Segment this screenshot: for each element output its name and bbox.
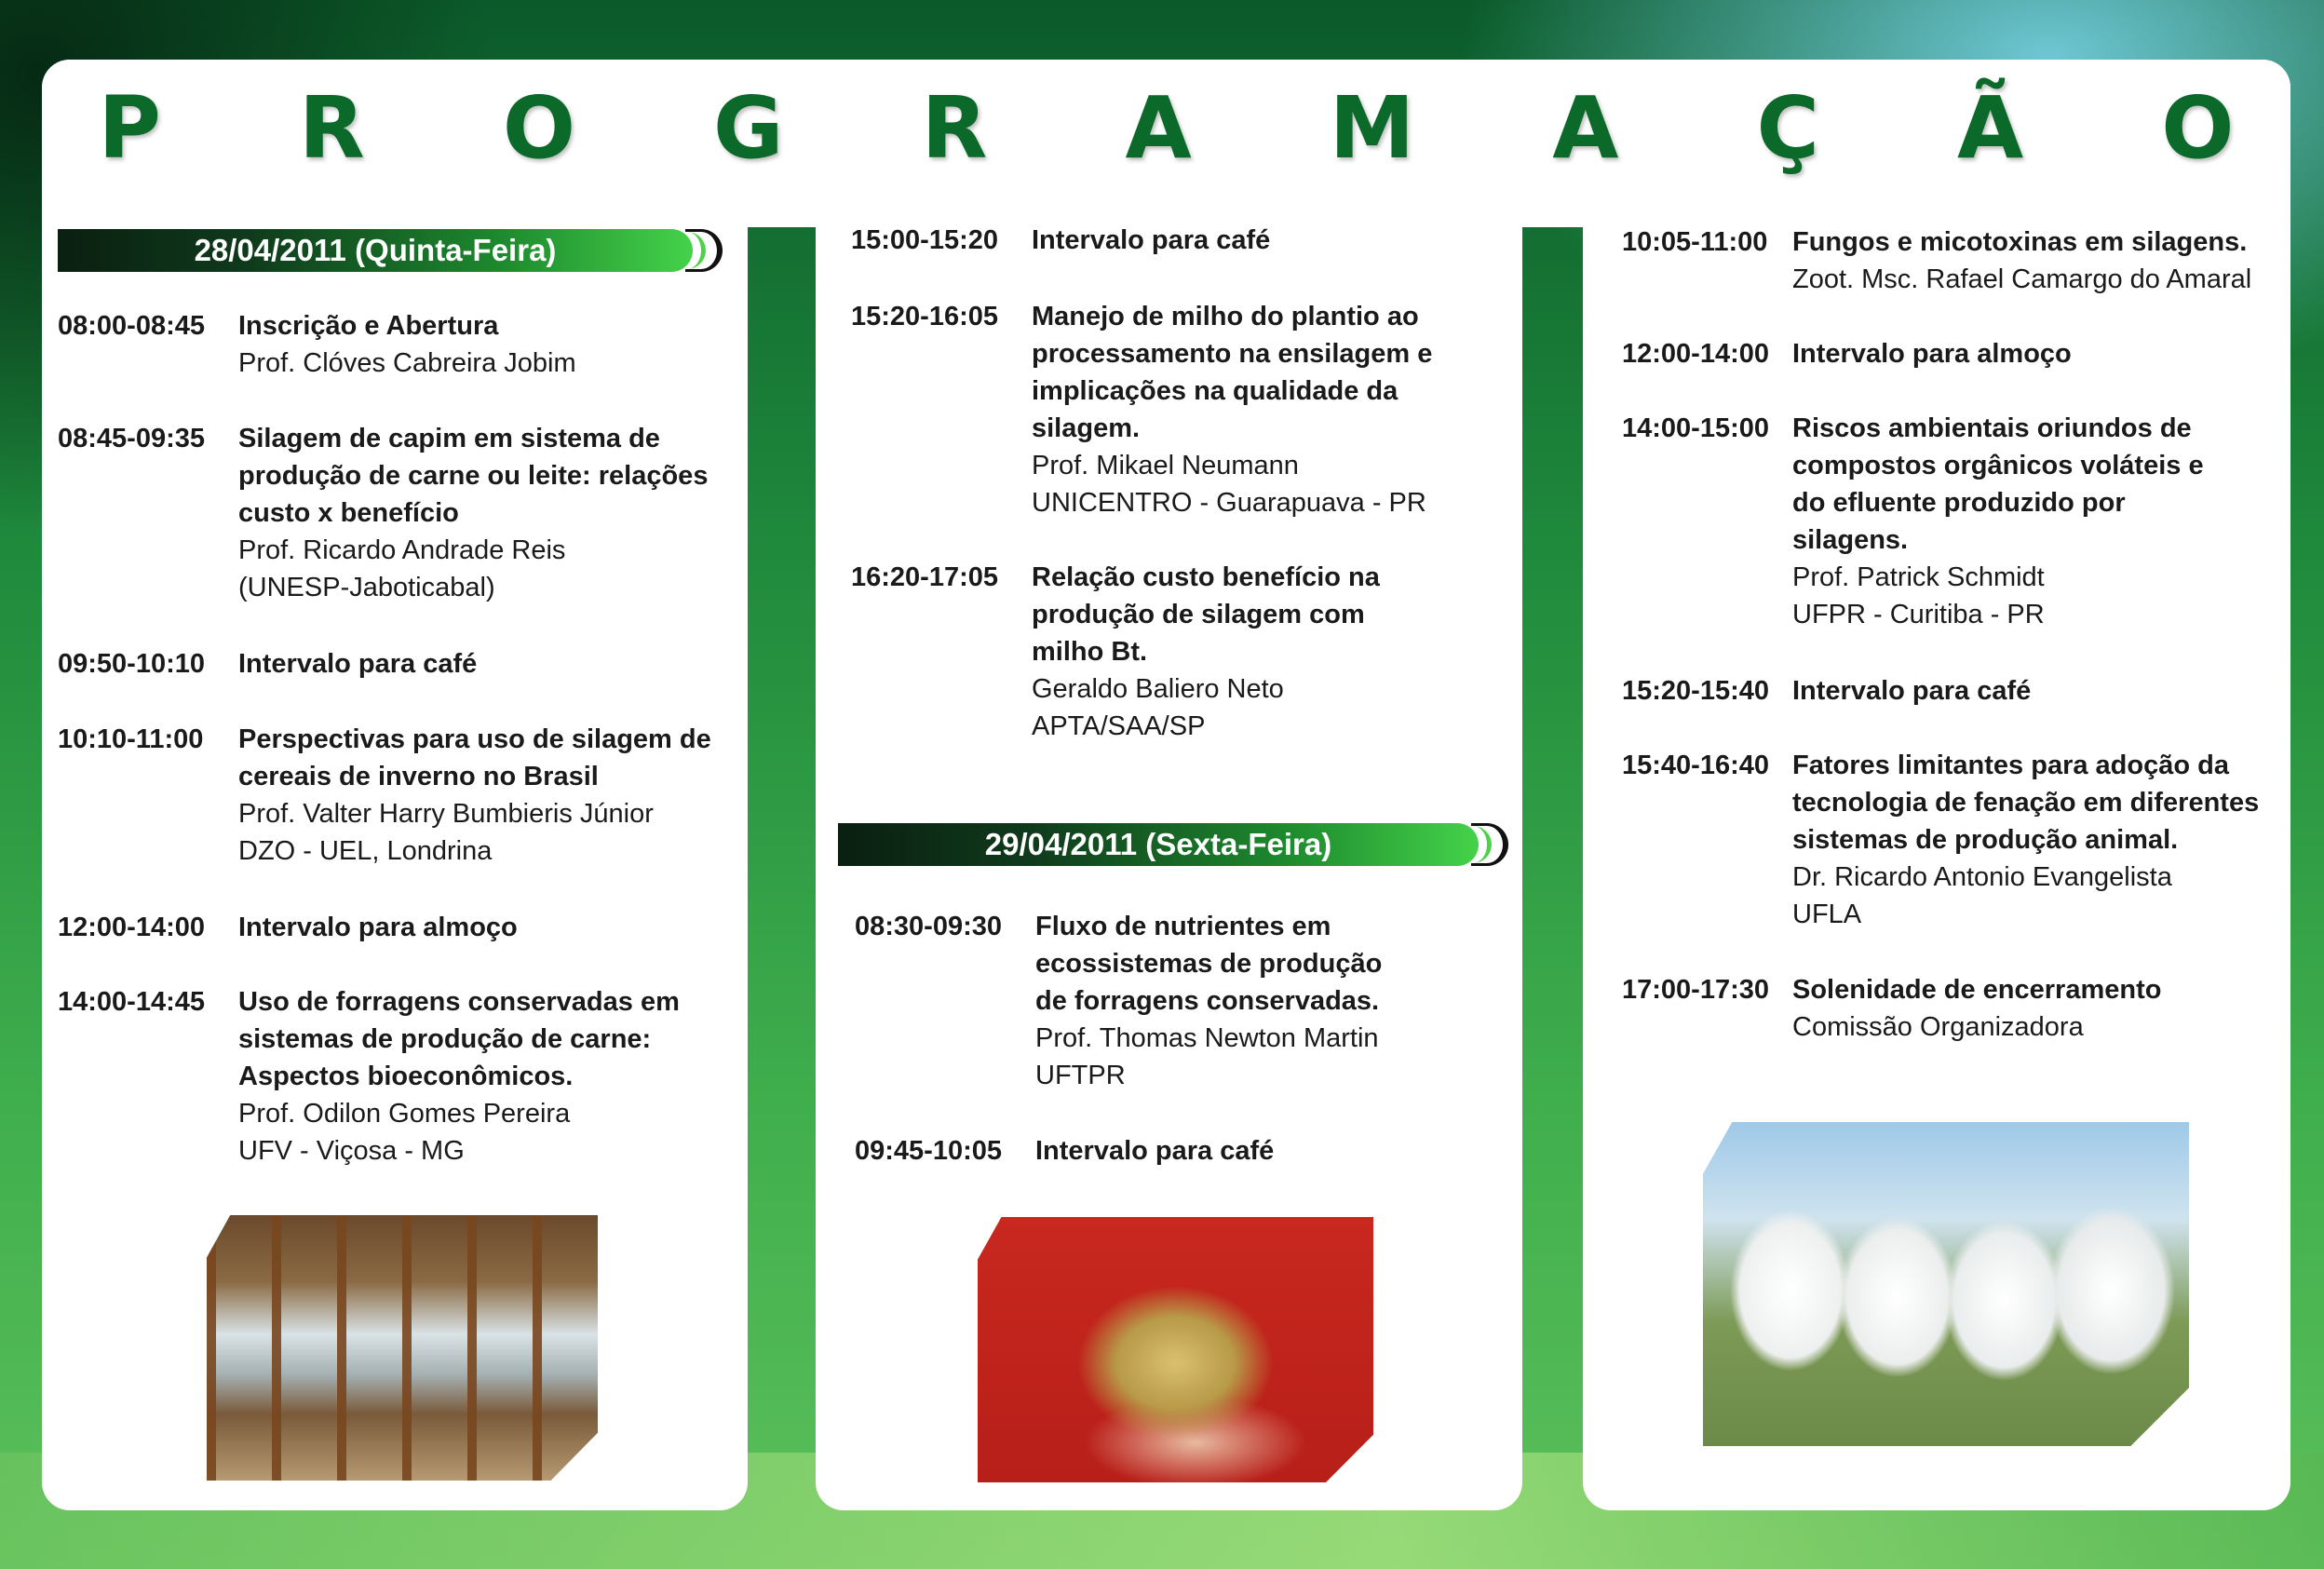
- item-time: 10:10-11:00: [58, 724, 204, 754]
- hay-bales-photo: [1696, 1116, 2196, 1453]
- item-time: 09:50-10:10: [58, 649, 205, 679]
- item-title: Fungos e micotoxinas em silagens.: [1792, 227, 2248, 257]
- item-title: Fatores limitantes para adoção da tecnologia de fenação em diferentes sistemas de produção animal.: [1792, 751, 2260, 855]
- item-title: Intervalo para café: [238, 649, 478, 679]
- item-speaker: Geraldo Baliero Neto APTA/SAA/SP: [1032, 674, 1284, 741]
- day1-label: 28/04/2011 (Quinta-Feira): [194, 233, 557, 267]
- item-title: Uso de forragens conservadas em sistemas de produção de carne: Aspectos bioeconômicos.: [238, 987, 680, 1091]
- item-time: 12:00-14:00: [58, 913, 205, 942]
- item-title: Fluxo de nutrientes em ecossistemas de produção de forragens conservadas.: [1035, 912, 1383, 1016]
- item-speaker: Prof. Odilon Gomes Pereira UFV - Viçosa - MG: [238, 1099, 571, 1166]
- silage-hands-photo: [971, 1211, 1380, 1489]
- item-title: Solenidade de encerramento: [1792, 975, 2162, 1005]
- day2-header: [838, 823, 1479, 866]
- item-title: Relação custo benefício na produção de silagem com milho Bt.: [1032, 562, 1380, 667]
- item-time: 14:00-14:45: [58, 987, 205, 1017]
- item-title: Intervalo para café: [1035, 1136, 1275, 1166]
- barn-cattle-photo: [200, 1209, 604, 1487]
- day2-label: 29/04/2011 (Sexta-Feira): [984, 827, 1332, 861]
- item-speaker: Prof. Thomas Newton Martin UFTPR: [1035, 1023, 1379, 1090]
- item-title: Silagem de capim em sistema de produção de carne ou leite: relações custo x benefício: [238, 424, 709, 528]
- item-time: 15:20-16:05: [851, 302, 998, 331]
- item-title: Intervalo para café: [1032, 225, 1271, 255]
- item-speaker: Dr. Ricardo Antonio Evangelista UFLA: [1792, 862, 2172, 929]
- day1-header: [58, 229, 693, 272]
- item-time: 17:00-17:30: [1622, 975, 1769, 1005]
- item-speaker: Prof. Clóves Cabreira Jobim: [238, 348, 576, 378]
- item-title: Inscrição e Abertura: [238, 311, 499, 341]
- item-time: 08:45-09:35: [58, 424, 205, 453]
- item-time: 12:00-14:00: [1622, 339, 1769, 369]
- item-time: 08:00-08:45: [58, 311, 205, 341]
- item-time: 15:20-15:40: [1622, 676, 1769, 706]
- item-title: Intervalo para café: [1792, 676, 2032, 706]
- item-title: Perspectivas para uso de silagem de cereais de inverno no Brasil: [238, 724, 711, 791]
- item-time: 10:05-11:00: [1622, 227, 1768, 257]
- item-time: 15:40-16:40: [1622, 751, 1769, 780]
- item-speaker: Comissão Organizadora: [1792, 1012, 2084, 1042]
- item-time: 09:45-10:05: [855, 1136, 1002, 1166]
- item-speaker: Prof. Ricardo Andrade Reis (UNESP-Jaboticabal): [238, 535, 566, 602]
- item-speaker: Prof. Patrick Schmidt UFPR - Curitiba - PR: [1792, 562, 2045, 629]
- item-title: Intervalo para almoço: [1792, 339, 2072, 369]
- item-time: 15:00-15:20: [851, 225, 998, 255]
- item-time: 08:30-09:30: [855, 912, 1002, 941]
- item-title: Riscos ambientais oriundos de compostos orgânicos voláteis e do efluente produzido por silagens.: [1792, 413, 2204, 555]
- item-speaker: Prof. Valter Harry Bumbieris Júnior DZO - UEL, Londrina: [238, 799, 654, 866]
- item-title: Manejo de milho do plantio ao processamento na ensilagem e implicações na qualidade da silagem.: [1032, 302, 1433, 443]
- item-speaker: Prof. Mikael Neumann UNICENTRO - Guarapuava - PR: [1032, 451, 1426, 518]
- item-time: 16:20-17:05: [851, 562, 998, 592]
- item-speaker: Zoot. Msc. Rafael Camargo do Amaral: [1792, 264, 2252, 294]
- page-title: P R O G R A M A Ç Ã O: [98, 78, 2289, 178]
- item-time: 14:00-15:00: [1622, 413, 1769, 443]
- item-title: Intervalo para almoço: [238, 913, 518, 942]
